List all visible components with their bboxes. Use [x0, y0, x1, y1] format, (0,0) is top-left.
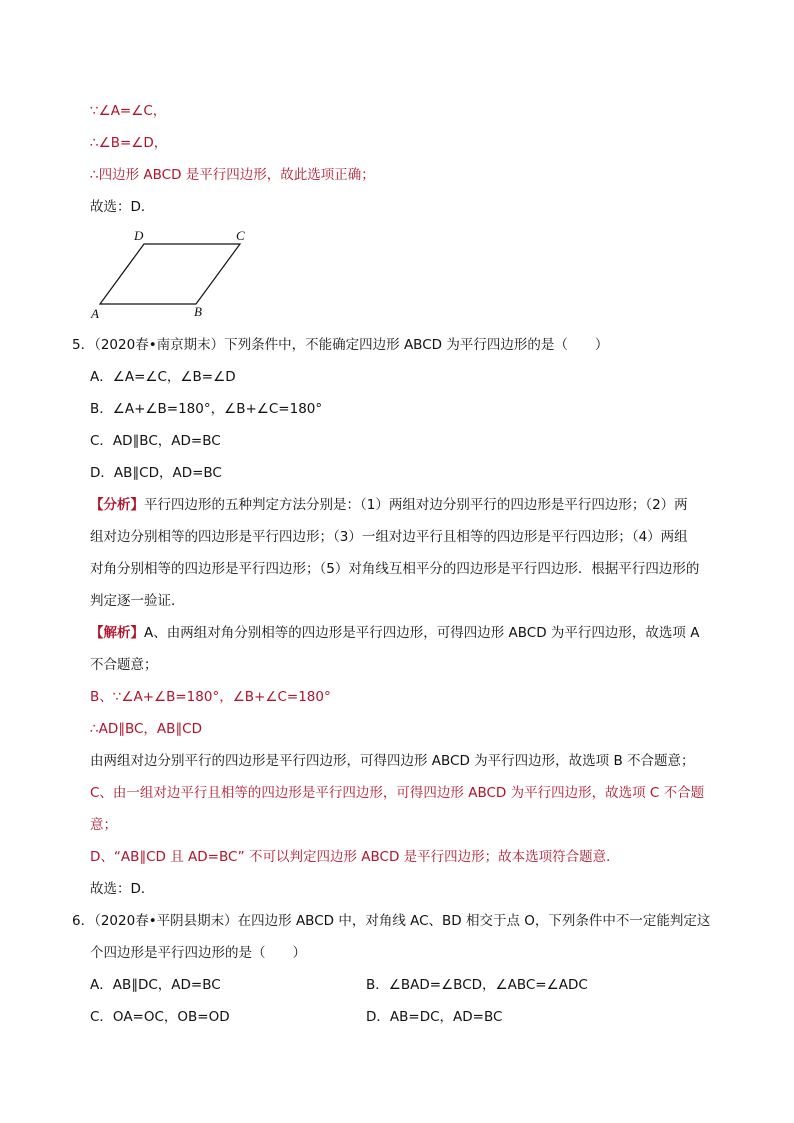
- q5-solution-line-4: ∴AD∥BC，AB∥CD: [90, 721, 202, 737]
- q6-stem-line-1: 6．（2020春•平阴县期末）在四边形 ABCD 中，对角线 AC、BD 相交于点 O，下列条件中不一定能判定这: [72, 913, 711, 929]
- q6-option-b: B．∠BAD=∠BCD，∠ABC=∠ADC: [366, 977, 588, 993]
- vertex-label-b: B: [194, 304, 202, 319]
- q5-analysis-line-2: 组对边分别相等的四边形是平行四边形；（3）一组对边平行且相等的四边形是平行四边形；（4）两组: [90, 529, 688, 545]
- vertex-label-d: D: [134, 228, 144, 243]
- q6-option-a: A．AB∥DC，AD=BC: [90, 977, 221, 993]
- q5-analysis-line-1: [90, 495, 688, 515]
- proof-line-2: ∴∠B=∠D，: [90, 135, 168, 151]
- q5-option-d: D．AB∥CD，AD=BC: [90, 465, 222, 481]
- parallelogram-figure: [88, 224, 258, 324]
- q5-solution-line-1: [90, 623, 699, 643]
- q5-solution-line-8: D、“AB∥CD 且 AD=BC” 不可以判定四边形 ABCD 是平行四边形；故本选项符合题意．: [90, 849, 620, 865]
- q5-solution-line-5: 由两组对边分别平行的四边形是平行四边形，可得四边形 ABCD 为平行四边形，故选项 B 不合题意；: [90, 753, 695, 769]
- solution-text: A、由两组对角分别相等的四边形是平行四边形，可得四边形 ABCD 为平行四边形，故选项 A: [144, 625, 700, 641]
- q5-answer: 故选：D．: [90, 881, 155, 897]
- solution-tag: 【解析】: [90, 625, 144, 641]
- q6-option-c: C．OA=OC，OB=OD: [90, 1009, 230, 1025]
- q6-stem-line-2: 个四边形是平行四边形的是（ ）: [90, 945, 306, 961]
- proof-line-1: ∵∠A=∠C，: [90, 103, 167, 119]
- q5-option-b: B．∠A+∠B=180°，∠B+∠C=180°: [90, 401, 323, 417]
- q5-analysis-line-4: 判定逐一验证．: [90, 593, 185, 609]
- q5-option-a: A．∠A=∠C，∠B=∠D: [90, 369, 236, 385]
- q5-option-c: C．AD∥BC，AD=BC: [90, 433, 221, 449]
- q5-analysis-line-3: 对角分别相等的四边形是平行四边形；（5）对角线互相平分的四边形是平行四边形．根据平行四边形的: [90, 561, 700, 577]
- q5-solution-line-7: 意；: [90, 817, 117, 833]
- q5-stem: 5．（2020春•南京期末）下列条件中，不能确定四边形 ABCD 为平行四边形的是（ ）: [72, 337, 609, 353]
- analysis-text: 平行四边形的五种判定方法分别是：（1）两组对边分别平行的四边形是平行四边形；（2）两: [144, 497, 688, 513]
- analysis-tag: 【分析】: [90, 497, 144, 513]
- parallelogram-shape: [100, 244, 240, 304]
- vertex-label-a: A: [91, 306, 99, 321]
- proof-answer: 故选：D．: [90, 199, 155, 215]
- vertex-label-c: C: [236, 228, 245, 243]
- q5-solution-line-2: 不合题意；: [90, 657, 158, 673]
- proof-line-3: ∴四边形 ABCD 是平行四边形，故此选项正确；: [90, 167, 375, 183]
- parallelogram-drawing: [88, 224, 258, 324]
- q5-solution-line-6: C、由一组对边平行且相等的四边形是平行四边形，可得四边形 ABCD 为平行四边形，故选项 C 不合题: [90, 785, 705, 801]
- q5-solution-line-3: B、∵∠A+∠B=180°，∠B+∠C=180°: [90, 689, 331, 705]
- q6-option-d: D．AB=DC，AD=BC: [366, 1009, 503, 1025]
